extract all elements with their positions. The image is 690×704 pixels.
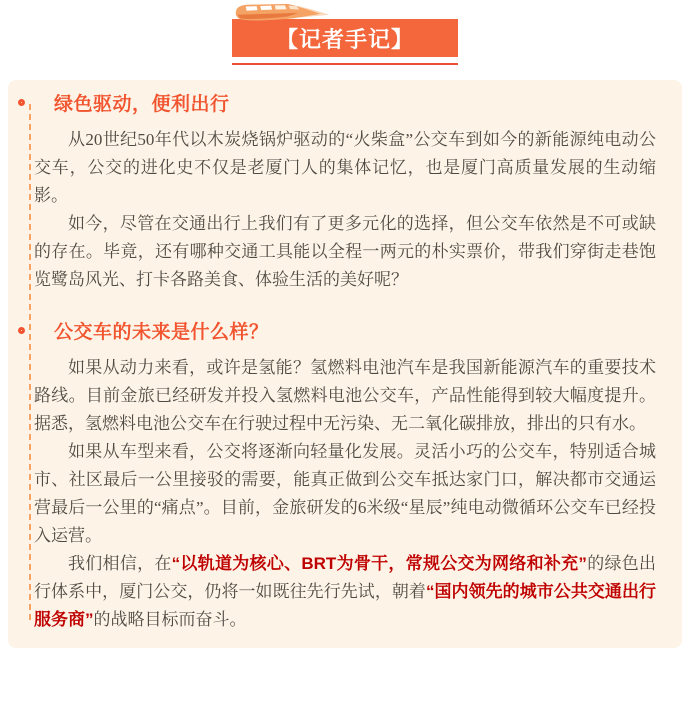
bullet-ring-icon xyxy=(18,327,25,334)
article-page xyxy=(0,19,690,704)
closing-paragraph xyxy=(34,550,656,634)
paragraph: 如果从动力来看，或许是氢能？氢燃料电池汽车是我国新能源汽车的重要技术路线。目前金旅已经研发并投入氢燃料电池公交车，产品性能得到较大幅度提升。据悉，氢燃料电池公交车在行驶过程中无污染、无二氧化碳排放，排出的只有水。 xyxy=(34,358,656,433)
badge-dot-right-icon xyxy=(466,35,472,41)
header-badge-area xyxy=(232,19,458,65)
reporter-notes-badge xyxy=(232,19,458,57)
body-text: 的绿色出行体系中，厦门公交，仍将一如既往先行先试，朝着 xyxy=(34,554,657,601)
timeline-dashed-line xyxy=(29,104,31,620)
article-card xyxy=(8,80,682,648)
paragraph: 如今，尽管在交通出行上我们有了更多元化的选择，但公交车依然是不可或缺的存在。毕竟，还有哪种交通工具能以全程一两元的朴实票价，带我们穿街走巷饱览鹭岛风光、打卡各路美食、体验生活的美好呢？ xyxy=(34,214,656,289)
badge-label: 【记者手记】 xyxy=(276,26,415,52)
section-title-row xyxy=(18,90,656,114)
section-green-drive xyxy=(34,90,656,294)
section-title: 公交车的未来是什么样？ xyxy=(54,321,269,343)
bullet-ring-icon xyxy=(18,99,25,106)
speeding-bus-icon xyxy=(228,2,338,22)
section-title-row xyxy=(18,318,656,342)
body-text: 的战略目标而奋斗。 xyxy=(93,610,247,629)
body-text: 我们相信，在 xyxy=(68,554,172,573)
emphasis-text: “以轨道为核心、BRT为骨干，常规公交为网络和补充” xyxy=(171,554,587,573)
section-title: 绿色驱动，便利出行 xyxy=(54,93,230,115)
paragraph: 从20世纪50年代以木炭烧锅炉驱动的“火柴盒”公交车到如今的新能源纯电动公交车，公交的进化史不仅是老厦门人的集体记忆，也是厦门高质量发展的生动缩影。 xyxy=(34,130,656,205)
section-bus-future xyxy=(34,318,656,634)
badge-dot-left-icon xyxy=(218,35,224,41)
badge-underline xyxy=(232,63,458,65)
paragraph: 如果从车型来看，公交将逐渐向轻量化发展。灵活小巧的公交车，特别适合城市、社区最后一公里接驳的需要，能真正做到公交车抵达家门口，解决都市交通运营最后一公里的“痛点”。目前，金旅研发的6米级“星辰”纯电动微循环公交车已经投入运营。 xyxy=(34,442,656,545)
emphasis-text: “国内领先的城市公共交通出行服务商” xyxy=(34,582,657,629)
